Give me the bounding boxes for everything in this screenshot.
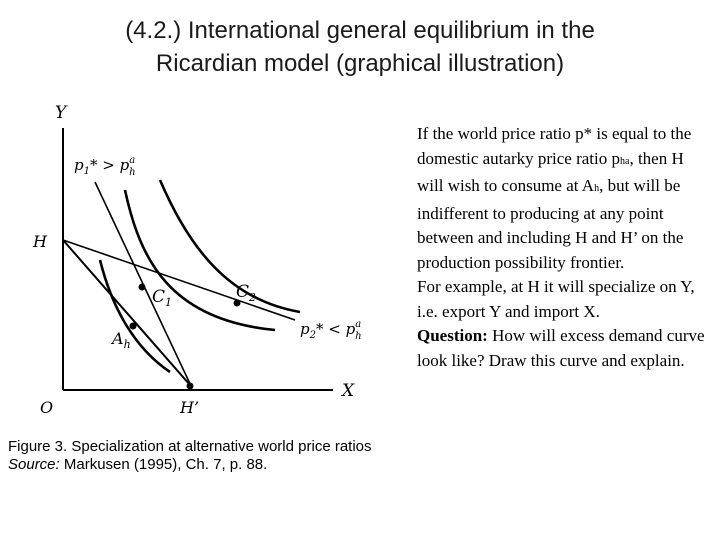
c1-label: $C_1$ bbox=[152, 287, 173, 309]
figure-caption-text: Figure 3. Specialization at alternative world price ratios bbox=[8, 438, 372, 455]
title-line-1: (4.2.) International general equilibrium in the bbox=[125, 17, 595, 44]
slide-title bbox=[0, 14, 720, 80]
question-label: Question: bbox=[417, 326, 488, 345]
p2-label: $p_2* < p^a$ h bbox=[300, 319, 362, 342]
explanation-paragraph-2: For example, at H it will specialize on Y, i.e. export Y and import X. bbox=[417, 277, 695, 321]
h-prime-label: H’ bbox=[180, 398, 200, 417]
figure-caption bbox=[8, 438, 378, 474]
question-text: How will excess demand curve look like? Draw this curve and explain. bbox=[417, 326, 705, 370]
equilibrium-diagram bbox=[0, 95, 380, 425]
explanation-paragraph-1: If the world price ratio p* is equal to the domestic autarky price ratio pha, then H will wish to consume at Ah, but will be indifferent to producing at any point between and including H and H’ on the production possibility frontier. bbox=[417, 124, 692, 272]
indifference-curve-high bbox=[160, 180, 300, 312]
h-label: H bbox=[33, 232, 47, 251]
explanation-question bbox=[417, 324, 712, 373]
p1-label: $p_1* > p^a$ h bbox=[74, 155, 136, 178]
x-axis-label: X bbox=[342, 381, 355, 401]
explanation-text bbox=[417, 122, 712, 373]
source-label: Source: bbox=[8, 456, 60, 473]
indifference-curve-mid bbox=[125, 190, 275, 330]
source-text: Markusen (1995), Ch. 7, p. 88. bbox=[59, 456, 268, 473]
figure-source bbox=[8, 456, 378, 474]
title-line-2: Ricardian model (graphical illustration) bbox=[155, 50, 565, 77]
point-h-prime bbox=[187, 383, 194, 390]
ah-label: $A_h$ bbox=[112, 329, 131, 351]
y-axis-label: Y bbox=[55, 103, 67, 123]
point-c1 bbox=[139, 284, 146, 291]
point-ah bbox=[130, 323, 137, 330]
c2-label: $C_2$ bbox=[236, 282, 257, 304]
indifference-curve-low bbox=[100, 260, 173, 372]
origin-label: O bbox=[40, 398, 54, 417]
